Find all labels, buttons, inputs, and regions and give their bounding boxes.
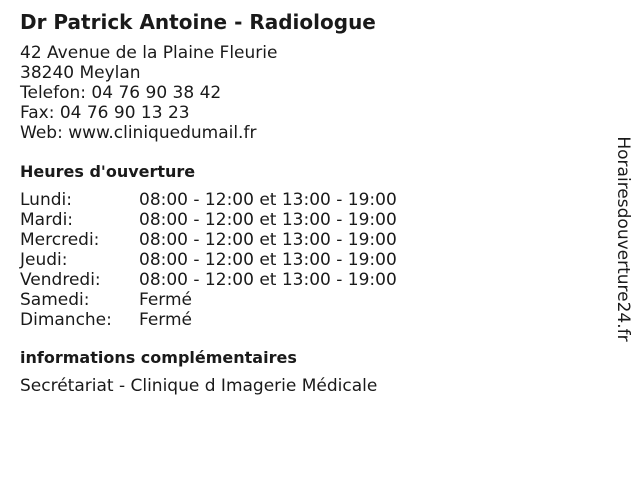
hours-day-label: Mardi:: [20, 210, 74, 230]
hours-row-wednesday: [20, 230, 590, 250]
additional-info-text: Secrétariat - Clinique d Imagerie Médicale: [20, 376, 378, 396]
hours-row-friday: [20, 270, 590, 290]
hours-day-label: Jeudi:: [20, 250, 68, 270]
listing-card: [20, 10, 590, 396]
hours-day-label: Mercredi:: [20, 230, 100, 250]
fax-line: Fax: 04 76 90 13 23: [20, 103, 190, 123]
hours-time-value: 08:00 - 12:00 et 13:00 - 19:00: [139, 250, 397, 270]
page-title: Dr Patrick Antoine - Radiologue: [20, 10, 376, 34]
hours-time-value: 08:00 - 12:00 et 13:00 - 19:00: [139, 190, 397, 210]
address-block: [20, 43, 590, 143]
hours-time-value: 08:00 - 12:00 et 13:00 - 19:00: [139, 210, 397, 230]
hours-time-value: 08:00 - 12:00 et 13:00 - 19:00: [139, 230, 397, 250]
phone-line: Telefon: 04 76 90 38 42: [20, 83, 222, 103]
web-line: Web: www.cliniquedumail.fr: [20, 123, 257, 143]
street-address: 42 Avenue de la Plaine Fleurie: [20, 43, 278, 63]
hours-day-label: Vendredi:: [20, 270, 101, 290]
hours-time-value: 08:00 - 12:00 et 13:00 - 19:00: [139, 270, 397, 290]
city-line: 38240 Meylan: [20, 63, 141, 83]
hours-day-label: Dimanche:: [20, 310, 112, 330]
hours-row-thursday: [20, 250, 590, 270]
hours-day-label: Samedi:: [20, 290, 90, 310]
hours-day-label: Lundi:: [20, 190, 72, 210]
hours-row-sunday: [20, 310, 590, 330]
hours-row-tuesday: [20, 210, 590, 230]
opening-hours-table: [20, 190, 590, 330]
hours-row-saturday: [20, 290, 590, 310]
hours-time-value: Fermé: [139, 310, 193, 330]
opening-hours-heading: Heures d'ouverture: [20, 162, 196, 181]
hours-time-value: Fermé: [139, 290, 193, 310]
site-brand-watermark: Horairesdouverture24.fr: [613, 136, 633, 342]
additional-info-heading: informations complémentaires: [20, 348, 297, 367]
hours-row-monday: [20, 190, 590, 210]
